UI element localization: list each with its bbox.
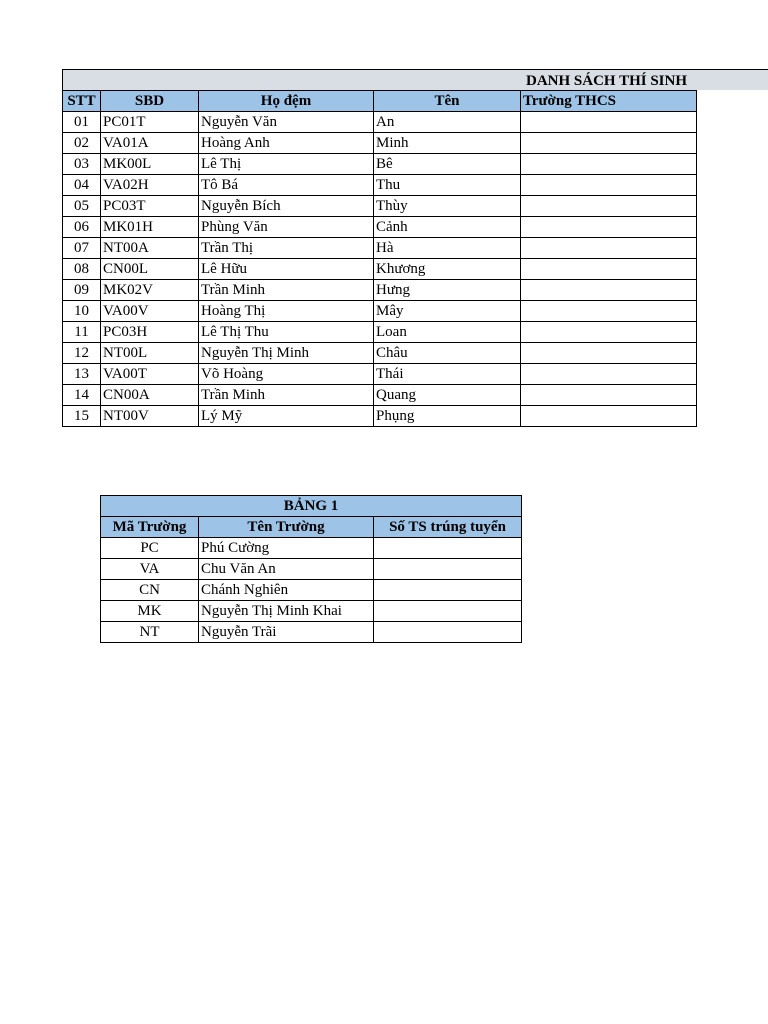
truong-thcs-cell[interactable] [521, 301, 697, 322]
ho-dem-cell[interactable]: Nguyễn Thị Minh [199, 343, 374, 364]
truong-thcs-cell[interactable] [521, 343, 697, 364]
header-sbd[interactable]: SBD [101, 91, 199, 112]
ma-truong-cell[interactable]: PC [101, 538, 199, 559]
ho-dem-cell[interactable]: Võ Hoàng [199, 364, 374, 385]
truong-thcs-cell[interactable] [521, 238, 697, 259]
ten-cell[interactable]: Châu [374, 343, 521, 364]
header-ten-truong[interactable]: Tên Trường [199, 517, 374, 538]
sbd-cell[interactable]: PC01T [101, 112, 199, 133]
sbd-cell[interactable]: NT00V [101, 406, 199, 427]
table-row [63, 196, 697, 217]
sbd-cell[interactable]: NT00L [101, 343, 199, 364]
stt-cell[interactable]: 14 [63, 385, 101, 406]
table-row [101, 559, 522, 580]
ma-truong-cell[interactable]: VA [101, 559, 199, 580]
ten-cell[interactable]: Phụng [374, 406, 521, 427]
ten-truong-cell[interactable]: Chu Văn An [199, 559, 374, 580]
stt-cell[interactable]: 01 [63, 112, 101, 133]
truong-thcs-cell[interactable] [521, 217, 697, 238]
table-row [101, 622, 522, 643]
stt-cell[interactable]: 08 [63, 259, 101, 280]
sbd-cell[interactable]: NT00A [101, 238, 199, 259]
ho-dem-cell[interactable]: Hoàng Anh [199, 133, 374, 154]
header-ho-dem[interactable]: Họ đệm [199, 91, 374, 112]
stt-cell[interactable]: 05 [63, 196, 101, 217]
so-ts-cell[interactable] [374, 622, 522, 643]
truong-thcs-cell[interactable] [521, 385, 697, 406]
school-table-header-row [101, 517, 522, 538]
header-truong-thcs[interactable]: Trường THCS [521, 91, 697, 112]
table-row [63, 322, 697, 343]
ho-dem-cell[interactable]: Lê Thị [199, 154, 374, 175]
table-row [63, 364, 697, 385]
sbd-cell[interactable]: VA00T [101, 364, 199, 385]
table-row [63, 112, 697, 133]
sbd-cell[interactable]: PC03H [101, 322, 199, 343]
header-so-ts[interactable]: Số TS trúng tuyển [374, 517, 522, 538]
ho-dem-cell[interactable]: Trần Minh [199, 385, 374, 406]
truong-thcs-cell[interactable] [521, 154, 697, 175]
ten-cell[interactable]: Cảnh [374, 217, 521, 238]
sbd-cell[interactable]: VA02H [101, 175, 199, 196]
stt-cell[interactable]: 04 [63, 175, 101, 196]
table-row [63, 343, 697, 364]
truong-thcs-cell[interactable] [521, 364, 697, 385]
truong-thcs-cell[interactable] [521, 322, 697, 343]
sbd-cell[interactable]: CN00A [101, 385, 199, 406]
ten-cell[interactable]: Khương [374, 259, 521, 280]
table-row [63, 175, 697, 196]
ten-truong-cell[interactable]: Nguyễn Trãi [199, 622, 374, 643]
stt-cell[interactable]: 15 [63, 406, 101, 427]
ho-dem-cell[interactable]: Nguyễn Bích [199, 196, 374, 217]
candidate-table [62, 90, 697, 427]
table-row [63, 238, 697, 259]
table-row [101, 601, 522, 622]
ten-cell[interactable]: Thái [374, 364, 521, 385]
so-ts-cell[interactable] [374, 559, 522, 580]
school-table-title[interactable]: BẢNG 1 [101, 496, 522, 517]
table-row [63, 280, 697, 301]
ho-dem-cell[interactable]: Trần Thị [199, 238, 374, 259]
stt-cell[interactable]: 06 [63, 217, 101, 238]
stt-cell[interactable]: 10 [63, 301, 101, 322]
stt-cell[interactable]: 02 [63, 133, 101, 154]
table-row [63, 133, 697, 154]
table-row [63, 301, 697, 322]
ten-cell[interactable]: Hưng [374, 280, 521, 301]
candidate-table-header-row [63, 91, 697, 112]
table-row [101, 580, 522, 601]
table-row [63, 406, 697, 427]
table-row [63, 385, 697, 406]
table-row [63, 259, 697, 280]
ma-truong-cell[interactable]: CN [101, 580, 199, 601]
ten-truong-cell[interactable]: Phú Cường [199, 538, 374, 559]
ten-cell[interactable]: Bê [374, 154, 521, 175]
ten-cell[interactable]: Hà [374, 238, 521, 259]
stt-cell[interactable]: 09 [63, 280, 101, 301]
ho-dem-cell[interactable]: Lê Hữu [199, 259, 374, 280]
sbd-cell[interactable]: MK00L [101, 154, 199, 175]
table-row [101, 538, 522, 559]
header-ten[interactable]: Tên [374, 91, 521, 112]
truong-thcs-cell[interactable] [521, 259, 697, 280]
so-ts-cell[interactable] [374, 538, 522, 559]
header-ma-truong[interactable]: Mã Trường [101, 517, 199, 538]
header-stt[interactable]: STT [63, 91, 101, 112]
truong-thcs-cell[interactable] [521, 112, 697, 133]
ten-cell[interactable]: Loan [374, 322, 521, 343]
stt-cell[interactable]: 11 [63, 322, 101, 343]
so-ts-cell[interactable] [374, 601, 522, 622]
stt-cell[interactable]: 13 [63, 364, 101, 385]
truong-thcs-cell[interactable] [521, 196, 697, 217]
ho-dem-cell[interactable]: Hoàng Thị [199, 301, 374, 322]
ho-dem-cell[interactable]: Lê Thị Thu [199, 322, 374, 343]
sheet-title: DANH SÁCH THÍ SINH [526, 73, 688, 89]
table-row [63, 217, 697, 238]
ho-dem-cell[interactable]: Tô Bá [199, 175, 374, 196]
ten-cell[interactable]: An [374, 112, 521, 133]
ten-cell[interactable]: Quang [374, 385, 521, 406]
sbd-cell[interactable]: PC03T [101, 196, 199, 217]
school-table [100, 495, 522, 643]
ten-truong-cell[interactable]: Chánh Nghiên [199, 580, 374, 601]
ten-cell[interactable]: Mây [374, 301, 521, 322]
sbd-cell[interactable]: MK01H [101, 217, 199, 238]
truong-thcs-cell[interactable] [521, 280, 697, 301]
truong-thcs-cell[interactable] [521, 133, 697, 154]
stt-cell[interactable]: 12 [63, 343, 101, 364]
ten-truong-cell[interactable]: Nguyễn Thị Minh Khai [199, 601, 374, 622]
ma-truong-cell[interactable]: NT [101, 622, 199, 643]
table-row [63, 154, 697, 175]
school-table-title-row [101, 496, 522, 517]
stt-cell[interactable]: 03 [63, 154, 101, 175]
sbd-cell[interactable]: VA01A [101, 133, 199, 154]
ho-dem-cell[interactable]: Trần Minh [199, 280, 374, 301]
so-ts-cell[interactable] [374, 580, 522, 601]
ho-dem-cell[interactable]: Phùng Văn [199, 217, 374, 238]
sbd-cell[interactable]: CN00L [101, 259, 199, 280]
ma-truong-cell[interactable]: MK [101, 601, 199, 622]
truong-thcs-cell[interactable] [521, 175, 697, 196]
ten-cell[interactable]: Minh [374, 133, 521, 154]
ten-cell[interactable]: Thùy [374, 196, 521, 217]
ho-dem-cell[interactable]: Nguyễn Văn [199, 112, 374, 133]
ho-dem-cell[interactable]: Lý Mỹ [199, 406, 374, 427]
ten-cell[interactable]: Thu [374, 175, 521, 196]
truong-thcs-cell[interactable] [521, 406, 697, 427]
sbd-cell[interactable]: VA00V [101, 301, 199, 322]
sbd-cell[interactable]: MK02V [101, 280, 199, 301]
stt-cell[interactable]: 07 [63, 238, 101, 259]
